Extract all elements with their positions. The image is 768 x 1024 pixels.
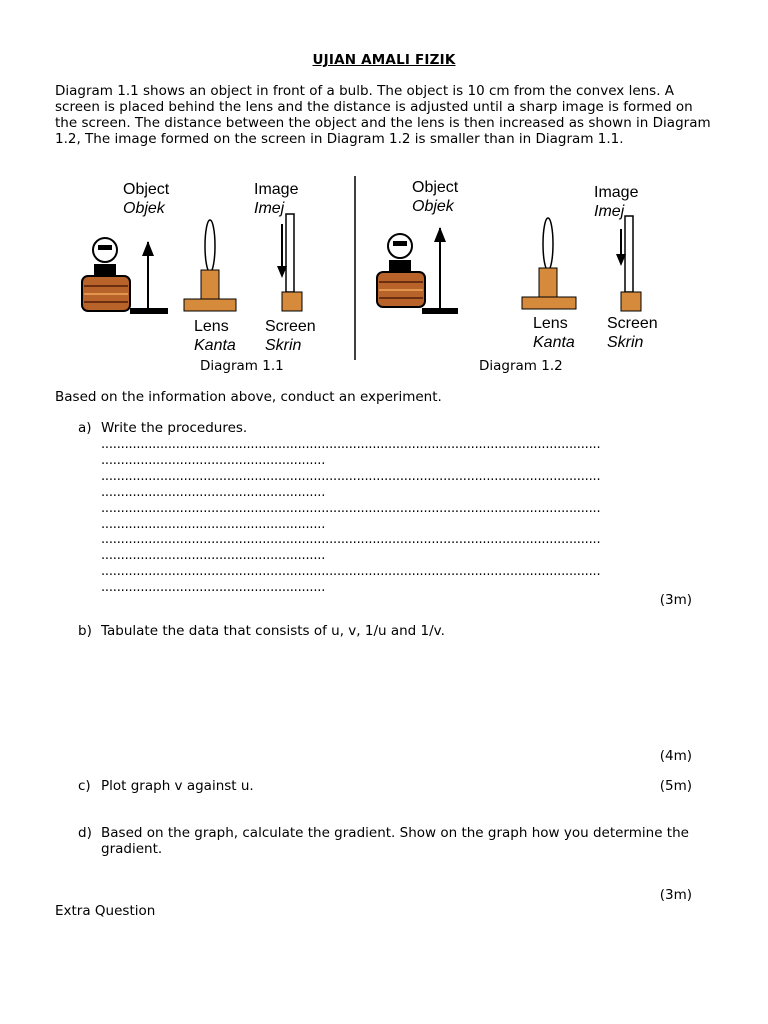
question-letter: c) <box>78 778 91 794</box>
screen <box>616 216 641 311</box>
question-text: Plot graph v against u. <box>101 778 254 794</box>
image-label-en: Image <box>254 181 299 198</box>
answer-line[interactable]: ............................................................................................................................... <box>101 532 601 548</box>
answer-line[interactable]: ............................................................................................................................... <box>101 500 601 516</box>
image-label-ms: Imej <box>594 203 625 220</box>
object-label-ms: Objek <box>123 200 165 217</box>
diagram-1-1-caption: Diagram 1.1 <box>200 358 284 374</box>
image-label-en: Image <box>594 184 639 201</box>
question-text: Write the procedures. <box>101 420 248 436</box>
question-letter: a) <box>78 420 92 436</box>
answer-line[interactable]: ......................................................... <box>101 580 326 596</box>
intro-paragraph: Diagram 1.1 shows an object in front of a bulb. The object is 10 cm from the convex lens. A screen is placed behind the lens and the distance is adjusted until a sharp image is formed on the screen. The distance between the object and the lens is then increased as shown in Diagram 1.2, The image formed on the screen in Diagram 1.2 is smaller than in Diagram 1.1. <box>55 83 711 147</box>
image-label-ms: Imej <box>254 200 285 217</box>
lens-label-ms: Kanta <box>194 337 236 354</box>
question-d <box>78 825 718 857</box>
question-a <box>78 420 718 436</box>
marks-a: (3m) <box>659 592 692 608</box>
screen-label-ms: Skrin <box>265 337 302 354</box>
lens-label-en: Lens <box>533 315 568 332</box>
answer-line[interactable]: ......................................................... <box>101 548 326 564</box>
diagram-1-2 <box>377 216 641 314</box>
lens-label-en: Lens <box>194 318 229 335</box>
diagram-1-2-caption: Diagram 1.2 <box>479 358 563 374</box>
diagram-1-1 <box>82 214 302 314</box>
object-label-en: Object <box>123 181 170 198</box>
marks-d: (3m) <box>659 887 692 903</box>
extra-question-heading: Extra Question <box>55 903 156 919</box>
object-label-ms: Objek <box>412 198 454 215</box>
object-label-en: Object <box>412 179 459 196</box>
answer-line[interactable]: ............................................................................................................................... <box>101 564 601 580</box>
answer-lines <box>101 437 713 596</box>
bulb-icon <box>82 238 130 311</box>
screen-label-en: Screen <box>265 318 316 335</box>
question-letter: d) <box>78 825 92 841</box>
answer-line[interactable]: ............................................................................................................................... <box>101 437 601 452</box>
diagram-figure <box>72 174 672 376</box>
screen-label-en: Screen <box>607 315 658 332</box>
screen <box>277 214 302 311</box>
marks-b: (4m) <box>659 748 692 764</box>
convex-lens <box>522 218 576 309</box>
question-c <box>78 778 718 794</box>
object-arrow <box>422 227 458 314</box>
question-b <box>78 623 718 639</box>
answer-line[interactable]: ............................................................................................................................... <box>101 468 601 484</box>
answer-line[interactable]: ......................................................... <box>101 516 326 532</box>
marks-c: (5m) <box>659 778 692 794</box>
convex-lens <box>184 220 236 311</box>
bulb-icon <box>377 234 425 307</box>
question-letter: b) <box>78 623 92 639</box>
page-title: UJIAN AMALI FIZIK <box>312 52 456 68</box>
screen-label-ms: Skrin <box>607 334 644 351</box>
question-text: Based on the graph, calculate the gradient. Show on the graph how you determine the gradient. <box>101 825 689 857</box>
instruction-text: Based on the information above, conduct an experiment. <box>55 389 442 405</box>
answer-line[interactable]: ......................................................... <box>101 484 326 500</box>
object-arrow <box>130 241 168 314</box>
lens-label-ms: Kanta <box>533 334 575 351</box>
question-text: Tabulate the data that consists of u, v, 1/u and 1/v. <box>101 623 445 639</box>
answer-line[interactable]: ......................................................... <box>101 452 326 468</box>
